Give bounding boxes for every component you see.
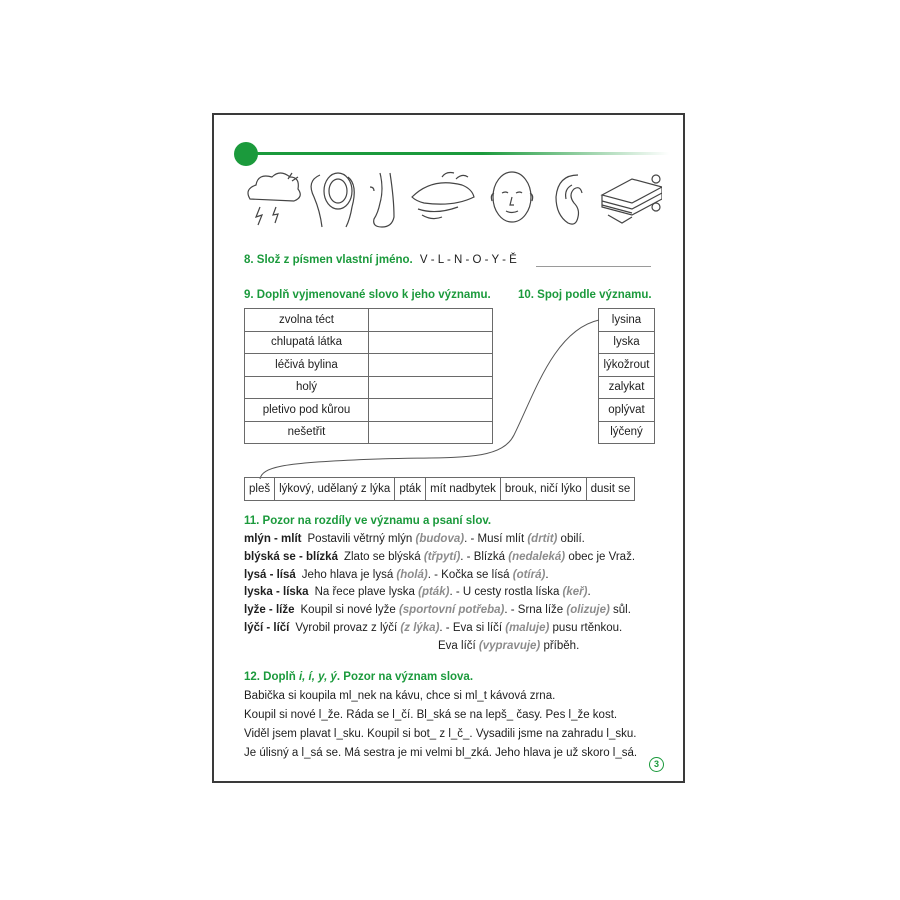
ex11-sentence-part: . - U cesty rostla líska <box>449 586 563 599</box>
ex12-title-prefix: 12. Doplň <box>244 671 299 683</box>
ex11-sentence-part: Jeho hlava je lysá <box>301 568 397 581</box>
ex10-meaning[interactable]: pleš <box>245 478 275 501</box>
ex11-sentence-part: . - Eva si líčí <box>439 622 506 634</box>
ex10-word[interactable]: lýkožrout <box>599 354 655 377</box>
ex11-sentence-part: obec je Vraž. <box>565 550 636 563</box>
ex11-line <box>244 622 622 634</box>
ex9-meaning: léčivá bylina <box>245 354 369 377</box>
ex10-meaning[interactable]: dusit se <box>586 478 635 501</box>
ex12-title <box>244 671 473 683</box>
ex11-sentence-part: Koupil si nové lyže <box>300 604 399 617</box>
ex11-sentence-part: . <box>587 586 591 599</box>
ex11-sentence-part: Na řece plave lyska <box>314 586 419 599</box>
ex11-sentence-part: Eva líčí <box>438 639 479 652</box>
ex11-word-pair: mlýn - mlít <box>244 533 302 545</box>
ex8-title: 8. Slož z písmen vlastní jméno. <box>244 254 413 266</box>
ex12-title-letters: i, í, y, ý <box>298 671 337 683</box>
ex9-meaning: zvolna téct <box>245 309 369 332</box>
ex10-word[interactable]: lyska <box>599 331 655 354</box>
ex11-hint: (holá) <box>396 568 428 581</box>
ex11-hint: (vypravuje) <box>478 639 541 652</box>
ex11-line-continuation <box>438 640 579 652</box>
ex11-hint: (budova) <box>415 533 465 545</box>
ex10-meaning[interactable]: pták <box>395 478 426 501</box>
ex11-sentence-part: . - Musí mlít <box>464 533 528 545</box>
ex10-word[interactable]: zalykat <box>599 376 655 399</box>
ex11-sentence-part: příběh. <box>540 639 580 652</box>
ex11-sentence-part: . - Srna líže <box>504 604 567 617</box>
ex9-meaning: nešetřit <box>245 421 369 444</box>
ex11-hint: (z lýka) <box>400 622 440 634</box>
ex10-meaning-row <box>244 477 635 501</box>
ex11-line <box>244 569 549 581</box>
ex11-hint: (nedaleká) <box>508 550 566 563</box>
ex10-title: 10. Spoj podle významu. <box>518 289 652 301</box>
ex11-hint: (olizuje) <box>566 604 610 617</box>
ex11-line <box>244 604 631 616</box>
ex11-sentence-part: . <box>545 568 549 581</box>
ex11-line <box>244 551 635 563</box>
ex10-meaning[interactable]: mít nadbytek <box>426 478 501 501</box>
ex12-line: Babička si koupila ml_nek na kávu, chce si ml_t kávová zrna. <box>244 690 556 702</box>
ex10-example-connector <box>214 115 684 515</box>
ex11-sentence-part: obilí. <box>557 533 585 545</box>
ex12-line: Koupil si nové l_že. Ráda se l_čí. Bl_ská se na lepš_ časy. Pes l_že kost. <box>244 709 618 721</box>
ex11-sentence-part: Postavili větrný mlýn <box>307 533 416 545</box>
ex12-title-suffix: . Pozor na význam slova. <box>336 671 474 683</box>
ex11-word-pair: lýčí - líčí <box>244 622 290 634</box>
ex11-line <box>244 586 591 598</box>
ex10-word[interactable]: oplývat <box>599 399 655 422</box>
ex10-word[interactable]: lysina <box>599 309 655 332</box>
ex11-word-pair: lyže - líže <box>244 604 295 617</box>
ex11-sentence-part: Vyrobil provaz z lýčí <box>295 622 401 634</box>
ex11-hint: (otírá) <box>512 568 546 581</box>
table-row <box>245 478 635 501</box>
ex11-sentence-part: . - Kočka se lísá <box>427 568 513 581</box>
ex11-word-pair: blýská se - blízká <box>244 550 338 563</box>
ex9-meaning: pletivo pod kůrou <box>245 399 369 422</box>
ex11-hint: (drtit) <box>527 533 558 545</box>
ex11-sentence-part: pusu rtěnkou. <box>549 622 623 634</box>
ex9-title: 9. Doplň vyjmenované slovo k jeho významu. <box>244 289 491 301</box>
ex11-hint: (třpytí) <box>423 550 461 563</box>
ex11-hint: (keř) <box>562 586 588 599</box>
ex10-word[interactable]: lýčený <box>599 421 655 444</box>
ex11-hint: (maluje) <box>505 622 550 634</box>
ex11-hint: (sportovní potřeba) <box>398 604 505 617</box>
page-number: 3 <box>649 757 664 772</box>
ex11-sentence-part: Zlato se blýská <box>343 550 424 563</box>
ex11-sentence-part: . - Blízká <box>460 550 509 563</box>
ex11-word-pair: lyska - líska <box>244 586 309 599</box>
ex10-meaning[interactable]: lýkový, udělaný z lýka <box>275 478 395 501</box>
ex11-sentence-part: sůl. <box>609 604 631 617</box>
ex11-hint: (pták) <box>418 586 450 599</box>
workbook-page <box>212 113 685 783</box>
ex9-meaning: chlupatá látka <box>245 331 369 354</box>
ex12-line: Viděl jsem plavat l_sku. Koupil si bot_ z l_č_. Vysadili jsme na zahradu l_sku. <box>244 728 637 740</box>
ex11-title: 11. Pozor na rozdíly ve významu a psaní slov. <box>244 515 492 527</box>
ex12-line: Je úlisný a l_sá se. Má sestra je mi velmi bl_zká. Jeho hlava je už skoro l_sá. <box>244 747 638 759</box>
ex8-letters: V - L - N - O - Y - Ě <box>419 254 517 266</box>
ex11-line <box>244 533 585 545</box>
ex11-word-pair: lysá - lísá <box>244 568 296 581</box>
ex10-meaning[interactable]: brouk, ničí lýko <box>500 478 586 501</box>
ex9-meaning: holý <box>245 376 369 399</box>
